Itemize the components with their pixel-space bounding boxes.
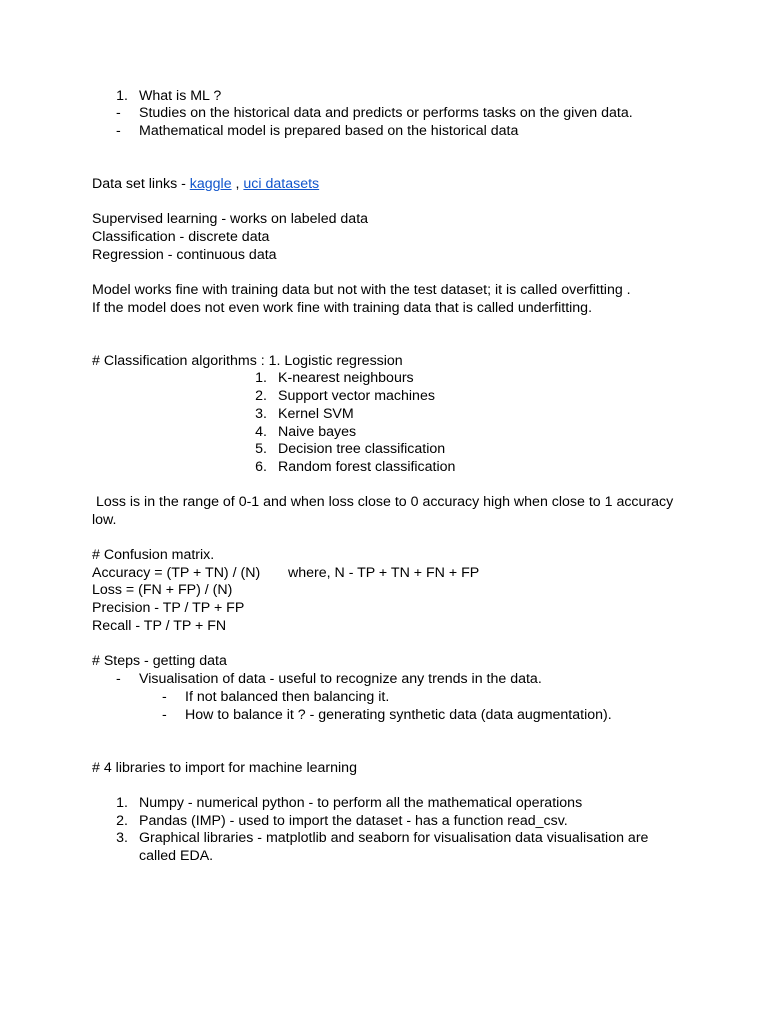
dataset-links-line <box>92 175 319 193</box>
kaggle-link[interactable]: kaggle <box>189 176 232 192</box>
text-line: Regression - continuous data <box>92 247 277 263</box>
list-item: What is ML ? <box>139 88 222 104</box>
section-heading: # Confusion matrix. <box>92 547 215 563</box>
bullet-item: Studies on the historical data and predicts or performs tasks on the given data. <box>139 105 633 121</box>
list-item: Naive bayes <box>278 424 357 440</box>
list-item: Graphical libraries - matplotlib and seaborn for visualisation data visualisation are <box>139 830 649 846</box>
text-line: Supervised learning - works on labeled data <box>92 211 369 227</box>
list-number: 1. <box>255 370 267 386</box>
section-heading: # Steps - getting data <box>92 653 227 669</box>
list-number: 1. <box>116 88 128 104</box>
list-item: Random forest classification <box>278 459 456 475</box>
list-number: 3. <box>116 830 128 846</box>
sub-bullet-item: How to balance it ? - generating synthetic data (data augmentation). <box>185 707 612 723</box>
list-number: 6. <box>255 459 267 475</box>
bullet-marker: - <box>116 671 121 687</box>
list-number: 3. <box>255 406 267 422</box>
link-separator: , <box>231 176 244 192</box>
dataset-links-label: Data set links - <box>92 176 190 192</box>
bullet-item: Mathematical model is prepared based on the historical data <box>139 123 519 139</box>
list-item: Decision tree classification <box>278 441 446 457</box>
formula-loss: Loss = (FN + FP) / (N) <box>92 582 233 598</box>
list-item: Pandas (IMP) - used to import the dataset - has a function read_csv. <box>139 813 568 829</box>
list-item: Numpy - numerical python - to perform all the mathematical operations <box>139 795 583 811</box>
section-heading: # Classification algorithms : 1. Logistic regression <box>92 353 403 369</box>
uci-datasets-link[interactable]: uci datasets <box>243 176 320 192</box>
formula-where: where, N - TP + TN + FN + FP <box>288 565 480 581</box>
sub-bullet-marker: - <box>162 689 167 705</box>
text-line: Loss is in the range of 0-1 and when loss close to 0 accuracy high when close to 1 accuracy <box>92 494 674 510</box>
text-line: low. <box>92 512 117 528</box>
text-line: Classification - discrete data <box>92 229 270 245</box>
list-number: 2. <box>255 388 267 404</box>
list-item: Support vector machines <box>278 388 435 404</box>
sub-bullet-item: If not balanced then balancing it. <box>185 689 390 705</box>
bullet-marker: - <box>116 123 121 139</box>
bullet-item: Visualisation of data - useful to recognize any trends in the data. <box>139 671 542 687</box>
list-item-continuation: called EDA. <box>139 848 214 864</box>
text-line: If the model does not even work fine with training data that is called underfitting. <box>92 300 593 316</box>
formula-precision: Precision - TP / TP + FP <box>92 600 245 616</box>
list-item: Kernel SVM <box>278 406 354 422</box>
list-item: K-nearest neighbours <box>278 370 414 386</box>
list-number: 4. <box>255 424 267 440</box>
bullet-marker: - <box>116 105 121 121</box>
list-number: 1. <box>116 795 128 811</box>
section-heading: # 4 libraries to import for machine learning <box>92 760 357 776</box>
text-line: Model works fine with training data but not with the test dataset; it is called overfitting . <box>92 282 631 298</box>
formula-accuracy: Accuracy = (TP + TN) / (N) <box>92 565 261 581</box>
formula-recall: Recall - TP / TP + FN <box>92 618 227 634</box>
sub-bullet-marker: - <box>162 707 167 723</box>
list-number: 2. <box>116 813 128 829</box>
list-number: 5. <box>255 441 267 457</box>
